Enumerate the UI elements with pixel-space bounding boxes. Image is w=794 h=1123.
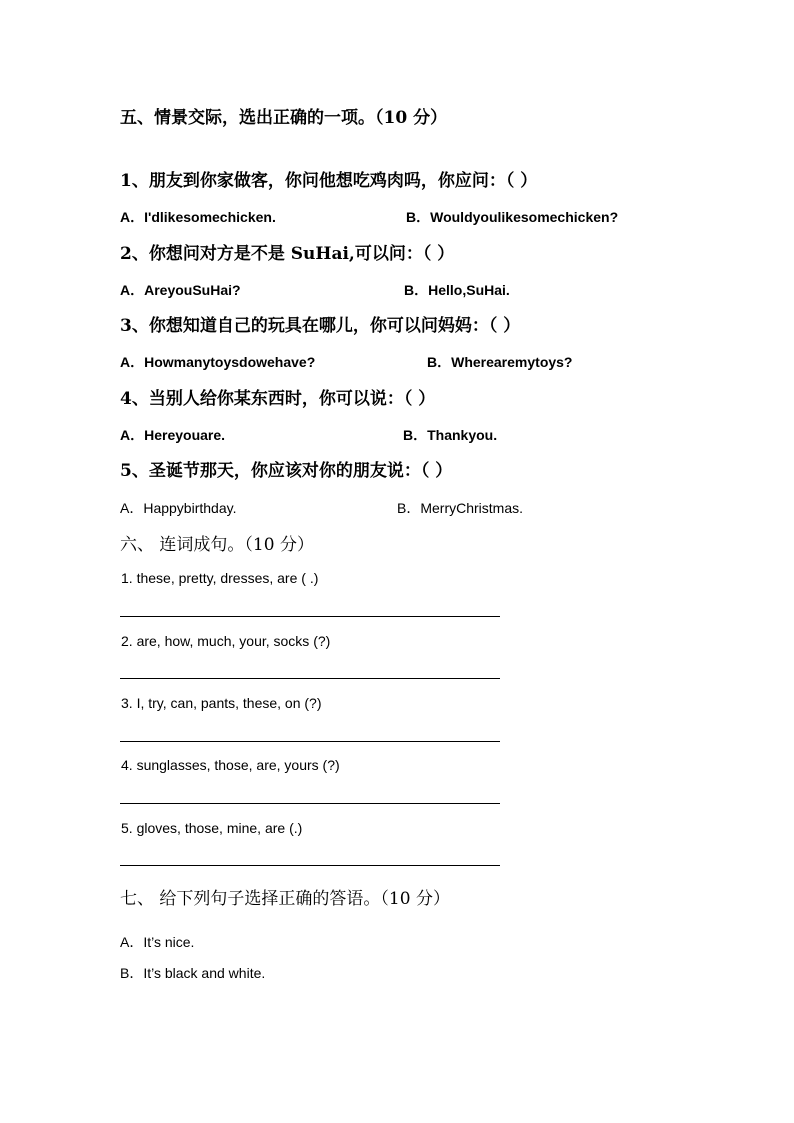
sentence-item-2: 2. are, how, much, your, socks (?) (121, 633, 331, 649)
question-4-option-a: A．Hereyouare. (120, 427, 226, 443)
answer-line-3 (120, 741, 500, 742)
section-7-title: 七、 给下列句子选择正确的答语。（10 分） (120, 889, 450, 909)
question-2-option-a: A．AreyouSuHai? (120, 282, 241, 298)
question-2-stem: 2、你想问对方是不是 SuHai,可以问：（ ） (120, 244, 455, 264)
sentence-item-1: 1. these, pretty, dresses, are ( .) (121, 570, 319, 586)
question-5-option-b: B．MerryChristmas. (397, 500, 524, 516)
sentence-item-4: 4. sunglasses, those, are, yours (?) (121, 757, 340, 773)
answer-line-1 (120, 616, 500, 617)
sentence-item-3: 3. I, try, can, pants, these, on (?) (121, 695, 322, 711)
question-3-stem: 3、你想知道自己的玩具在哪儿，你可以问妈妈：（ ） (120, 316, 521, 336)
question-1-option-b: B．Wouldyoulikesomechicken? (406, 209, 619, 225)
question-1-stem: 1、朋友到你家做客，你问他想吃鸡肉吗，你应问：（ ） (120, 171, 538, 191)
answer-option-b: B．It’s black and white. (120, 965, 266, 981)
answer-line-2 (120, 678, 500, 679)
sentence-item-5: 5. gloves, those, mine, are (.) (121, 820, 303, 836)
answer-option-a: A．It’s nice. (120, 934, 195, 950)
question-4-option-b: B．Thankyou. (403, 427, 498, 443)
question-3-option-b: B．Wherearemytoys? (427, 354, 573, 370)
answer-line-5 (120, 865, 500, 866)
question-3-option-a: A．Howmanytoysdowehave? (120, 354, 316, 370)
section-5-title: 五、情景交际，选出正确的一项。（10 分） (120, 108, 448, 128)
answer-line-4 (120, 803, 500, 804)
question-1-option-a: A．I'dlikesomechicken. (120, 209, 276, 225)
question-4-stem: 4、当别人给你某东西时，你可以说：（ ） (120, 389, 436, 409)
question-2-option-b: B．Hello,SuHai. (404, 282, 510, 298)
question-5-option-a: A．Happybirthday. (120, 500, 237, 516)
section-6-title: 六、 连词成句。（10 分） (120, 535, 314, 555)
question-5-stem: 5、圣诞节那天，你应该对你的朋友说：（ ） (120, 461, 453, 481)
